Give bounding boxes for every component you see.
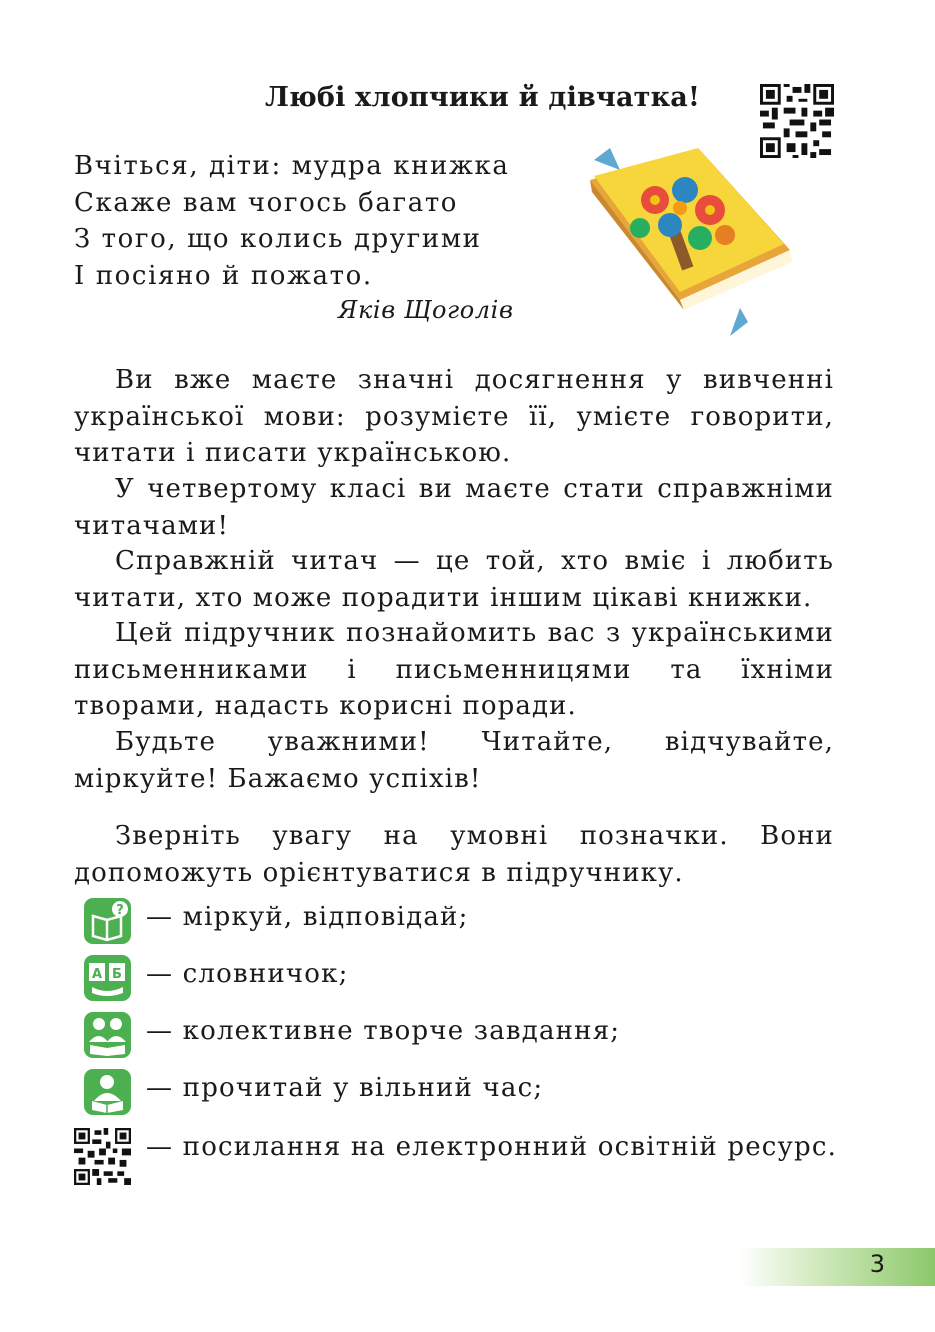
page-number: 3 bbox=[869, 1250, 885, 1278]
intro-paragraph: Ви вже маєте значні досягнення у вивченні української мови: розумієте її, умієте говорити, читати і писати українською. bbox=[74, 365, 834, 468]
poem-author: Яків Щоголів bbox=[338, 296, 514, 324]
svg-text:A: A bbox=[91, 967, 103, 982]
dictionary-icon bbox=[84, 955, 131, 1001]
legend-item bbox=[74, 1012, 854, 1060]
legend-item bbox=[74, 1128, 854, 1176]
svg-text:?: ? bbox=[116, 903, 124, 918]
legend-text: — прочитай у вільний час; bbox=[146, 1073, 544, 1103]
legend-item bbox=[74, 955, 854, 1003]
legend-text: — посилання на електронний освітній ресурс. bbox=[146, 1132, 838, 1162]
poem-line: Скаже вам чогось багато bbox=[74, 187, 459, 218]
intro-paragraph: У четвертому класі ви маєте стати справжніми читачами! bbox=[74, 474, 834, 541]
book-illustration bbox=[580, 140, 800, 340]
poem bbox=[74, 148, 544, 294]
think-answer-icon bbox=[84, 898, 131, 944]
legend-text: — колективне творче завдання; bbox=[146, 1016, 621, 1046]
legend-text: — міркуй, відповідай; bbox=[146, 902, 469, 932]
legend-item bbox=[74, 898, 854, 946]
svg-text:Б: Б bbox=[112, 967, 122, 982]
legend-item bbox=[74, 1069, 854, 1117]
legend-text: — словничок; bbox=[146, 959, 349, 989]
free-reading-icon bbox=[84, 1069, 131, 1115]
intro-paragraph: Будьте уважними! Читайте, відчувайте, міркуйте! Бажаємо успіхів! bbox=[74, 727, 834, 794]
page-number-bar bbox=[740, 1248, 935, 1286]
poem-line: З того, що колись другими bbox=[74, 224, 482, 254]
group-task-icon bbox=[84, 1012, 131, 1058]
poem-line: Вчіться, діти: мудра книжка bbox=[74, 151, 510, 181]
qr-code-icon bbox=[74, 1128, 131, 1185]
intro-paragraph: Цей підручник познайомить вас з українськими письменниками і письменницями та їхніми творами, надасть корисні поради. bbox=[74, 618, 834, 721]
poem-line: І посіяно й пожато. bbox=[74, 260, 373, 291]
page-title: Любі хлопчики й дівчатка! bbox=[264, 82, 701, 113]
legend-intro-paragraph: Зверніть увагу на умовні позначки. Вони допоможуть орієнтуватися в підручнику. bbox=[74, 821, 834, 888]
intro-paragraph: Справжній читач — це той, хто вміє і любить читати, хто може порадити іншим цікаві книжки. bbox=[74, 546, 834, 613]
